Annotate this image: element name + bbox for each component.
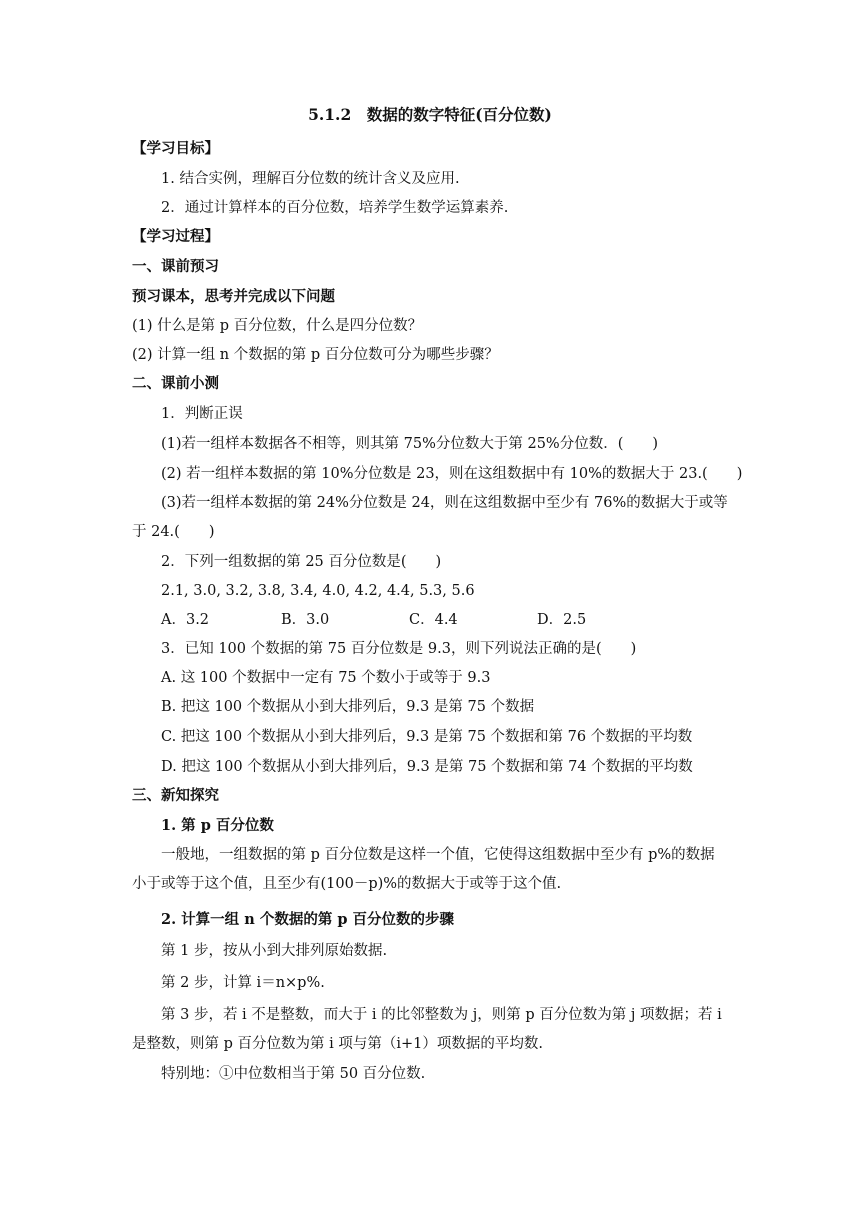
option-a: A．3.2 — [161, 612, 210, 628]
test-q3-d: D. 把这 100 个数据从小到大排列后，9.3 是第 75 个数据和第 74 个数据的平均数 — [161, 759, 693, 775]
knowledge-2-title: 2. 计算一组 n 个数据的第 p 百分位数的步骤 — [161, 911, 455, 928]
preview-question-2: (2) 计算一组 n 个数据的第 p 百分位数可分为哪些步骤？ — [132, 347, 499, 363]
preview-heading: 一、课前预习 — [132, 258, 219, 275]
knowledge-1-title: 1. 第 p 百分位数 — [161, 817, 274, 834]
preview-instruction: 预习课本，思考并完成以下问题 — [132, 288, 335, 305]
knowledge-2-step3-line2: 是整数，则第 p 百分位数为第 i 项与第（i+1）项数据的平均数. — [132, 1036, 543, 1052]
test-q2-options — [161, 610, 586, 630]
test-q2-data: 2.1, 3.0, 3.2, 3.8, 3.4, 4.0, 4.2, 4.4, 5.3, 5.6 — [161, 583, 475, 599]
test-q1-c-line1: (3)若一组样本数据的第 24%分位数是 24，则在这组数据中至少有 76%的数据大于或等 — [161, 495, 728, 511]
test-q3-c: C. 把这 100 个数据从小到大排列后，9.3 是第 75 个数据和第 76 个数据的平均数 — [161, 729, 693, 745]
knowledge-2-special: 特别地：①中位数相当于第 50 百分位数. — [161, 1066, 426, 1082]
option-d: D．2.5 — [537, 612, 587, 628]
test-q3-b: B. 把这 100 个数据从小到大排列后，9.3 是第 75 个数据 — [161, 699, 535, 715]
goal-2: 2．通过计算样本的百分位数，培养学生数学运算素养. — [161, 200, 509, 216]
test-q1-b: (2) 若一组样本数据的第 10%分位数是 23，则在这组数据中有 10%的数据大于 23.( ) — [161, 466, 743, 482]
page-title: 5.1.2 数据的数字特征(百分位数) — [308, 105, 552, 124]
knowledge-1-line2: 小于或等于这个值，且至少有(100－p)%的数据大于或等于这个值. — [132, 876, 562, 892]
test-q3-a: A. 这 100 个数据中一定有 75 个数小于或等于 9.3 — [161, 670, 491, 686]
option-c: C．4.4 — [409, 612, 458, 628]
preview-question-1: (1) 什么是第 p 百分位数，什么是四分位数？ — [132, 318, 423, 334]
knowledge-2-step1: 第 1 步，按从小到大排列原始数据. — [161, 943, 388, 959]
goals-heading: 【学习目标】 — [132, 140, 219, 157]
test-q3: 3．已知 100 个数据的第 75 百分位数是 9.3，则下列说法正确的是( ) — [161, 641, 637, 657]
knowledge-2-step3-line1: 第 3 步，若 i 不是整数，而大于 i 的比邻整数为 j，则第 p 百分位数为第 j 项数据；若 i — [161, 1007, 722, 1023]
test-q1-c-line2: 于 24.( ) — [132, 524, 215, 540]
test-heading: 二、课前小测 — [132, 375, 219, 392]
new-knowledge-heading: 三、新知探究 — [132, 787, 219, 804]
test-q2: 2．下列一组数据的第 25 百分位数是( ) — [161, 554, 442, 570]
process-heading: 【学习过程】 — [132, 228, 219, 245]
goal-1: 1. 结合实例，理解百分位数的统计含义及应用. — [161, 171, 460, 187]
option-b: B．3.0 — [281, 612, 330, 628]
knowledge-2-step2: 第 2 步，计算 i＝n×p%. — [161, 975, 325, 991]
knowledge-1-line1: 一般地，一组数据的第 p 百分位数是这样一个值，它使得这组数据中至少有 p%的数据 — [161, 847, 715, 863]
test-q1-a: (1)若一组样本数据各不相等，则其第 75%分位数大于第 25%分位数．( ) — [161, 436, 659, 452]
test-q1: 1．判断正误 — [161, 406, 243, 422]
